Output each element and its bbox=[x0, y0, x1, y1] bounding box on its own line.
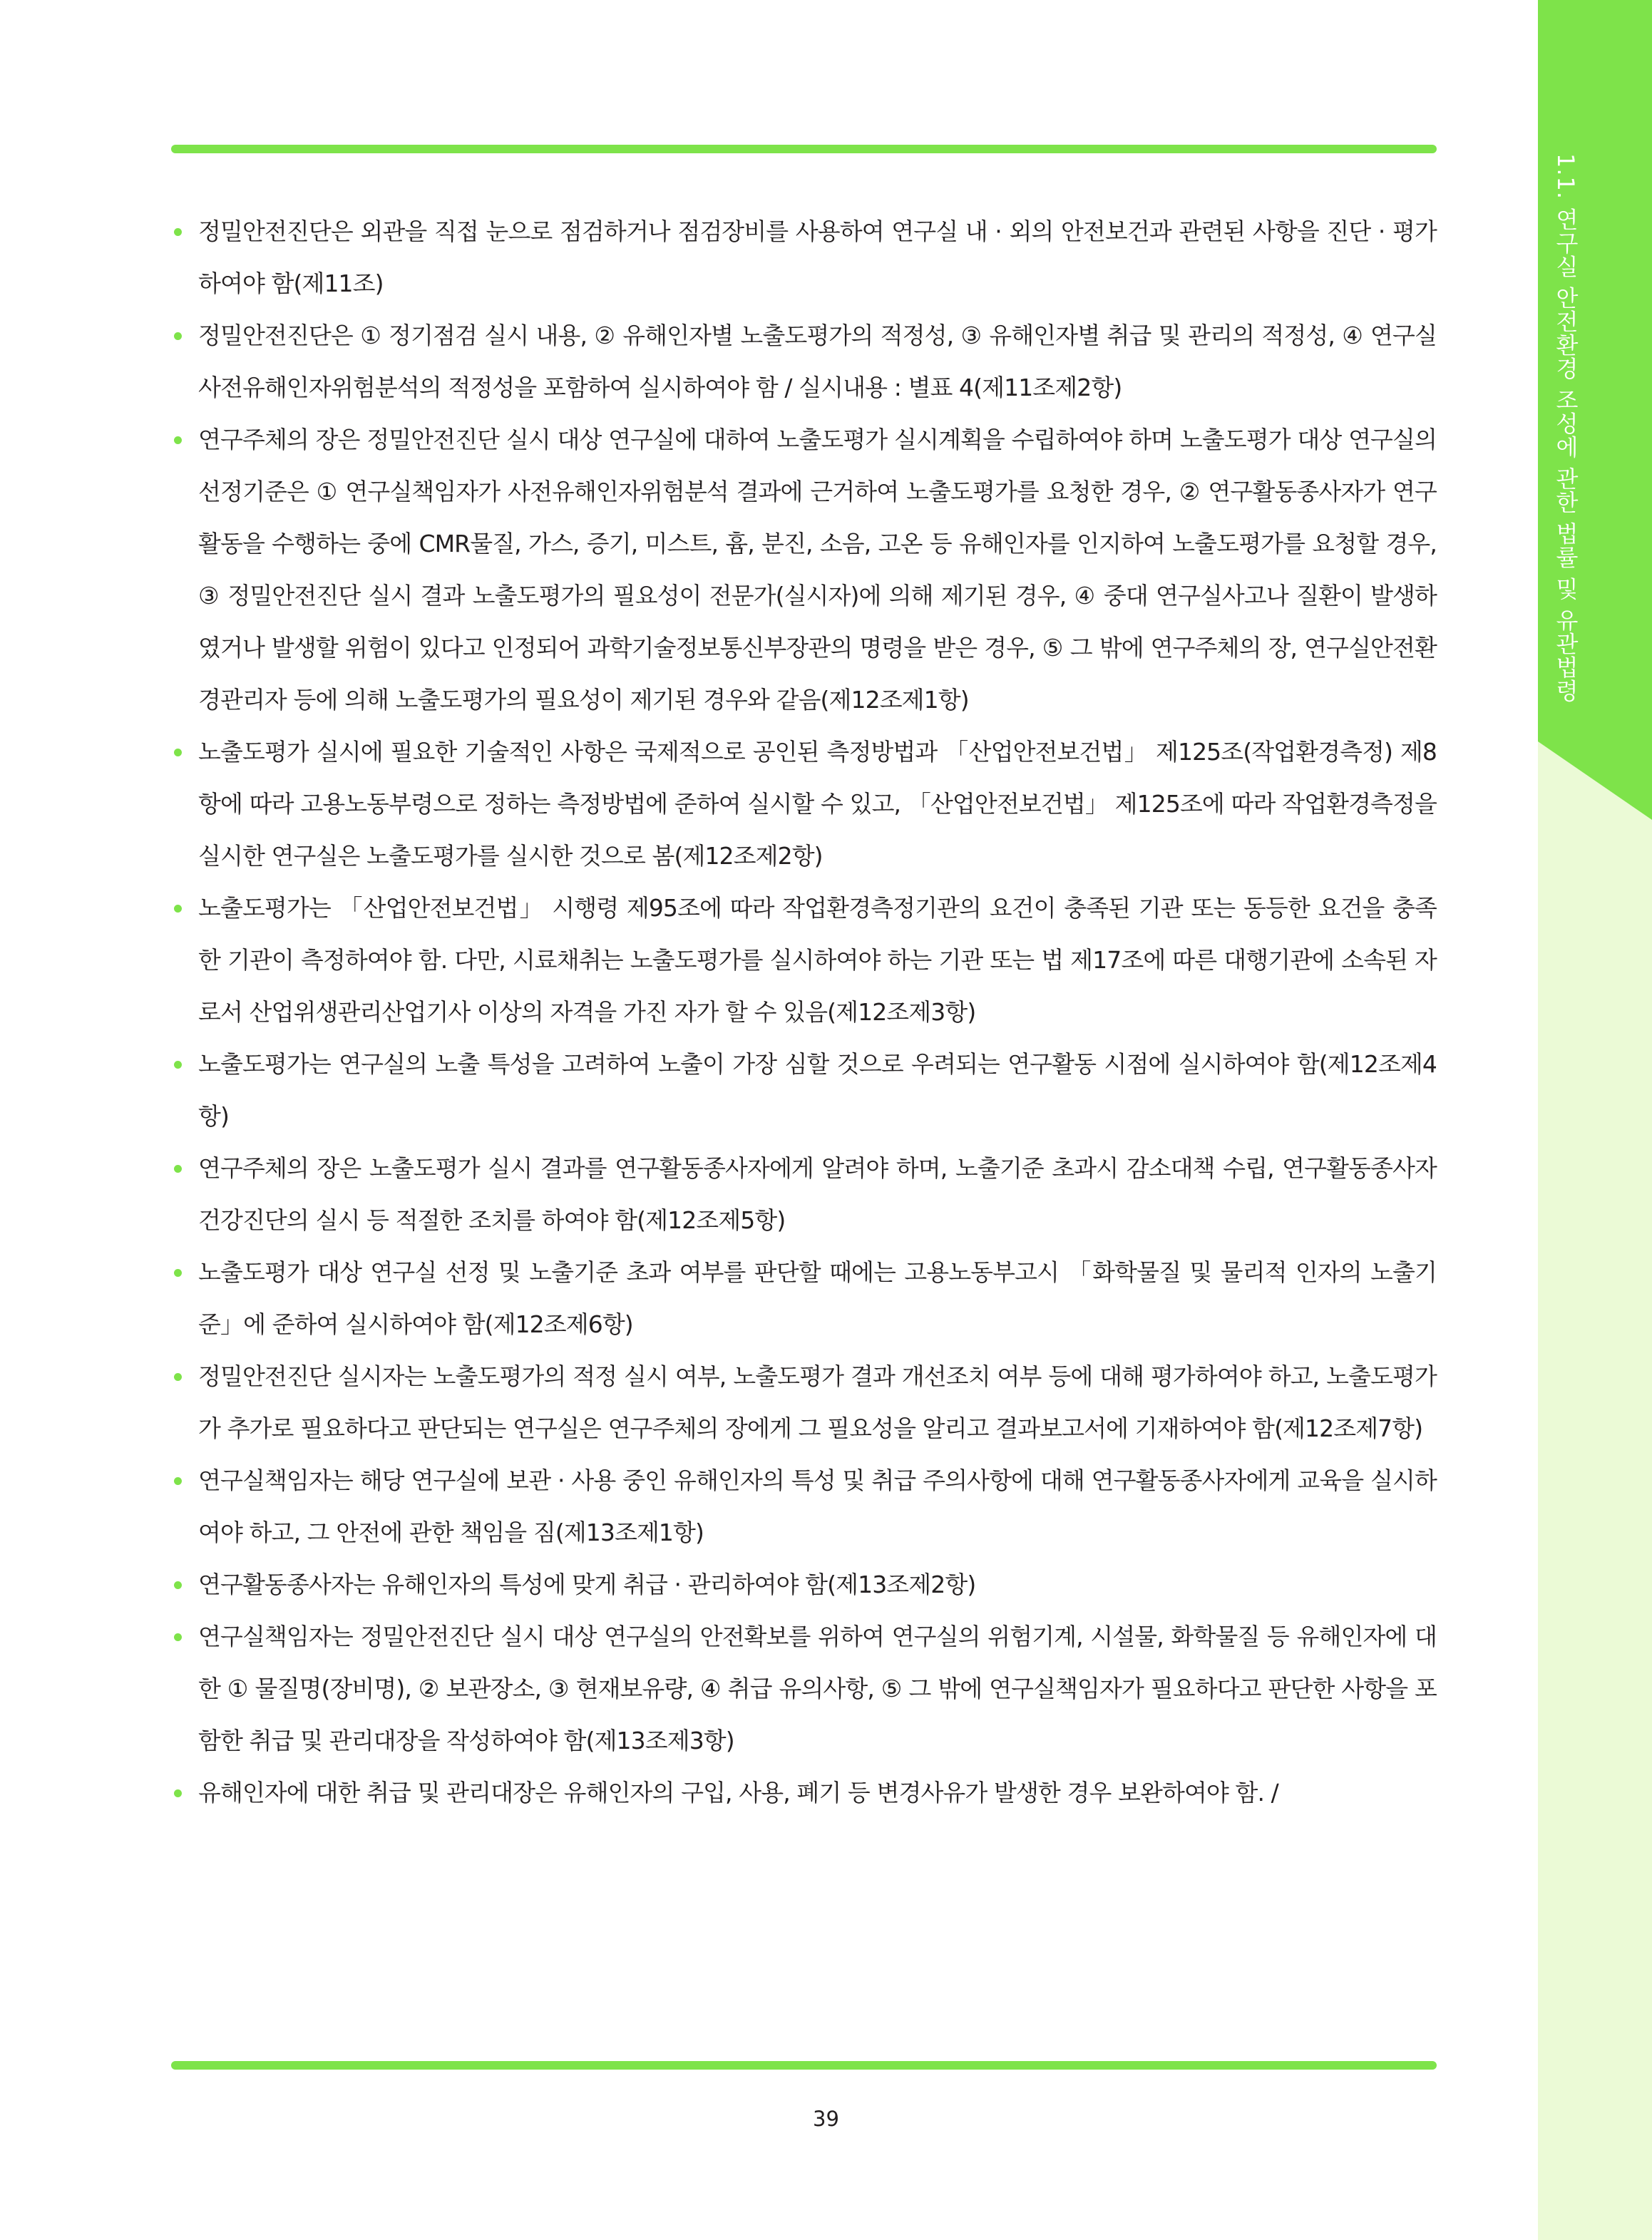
list-item bbox=[171, 1142, 1437, 1246]
list-item bbox=[171, 205, 1437, 309]
bullet-icon bbox=[174, 1633, 182, 1641]
list-item-text: 연구주체의 장은 정밀안전진단 실시 대상 연구실에 대하여 노출도평가 실시계획을 수립하여야 하며 노출도평가 대상 연구실의 선정기준은 ① 연구실책임자가 사전유해인자위험분석 결과에 근거하여 노출도평가를 요청한 경우, ② 연구활동종사자가 연구활동을 수행하는 중에 CMR물질, 가스, 증기, 미스트, 흄, 분진, 소음, 고온 등 유해인자를 인지하여 노출도평가를 요청할 경우, ③ 정밀안전진단 실시 결과 노출도평가의 필요성이 전문가(실시자)에 의해 제기된 경우, ④ 중대 연구실사고나 질환이 발생하였거나 발생할 위험이 있다고 인정되어 과학기술정보통신부장관의 명령을 받은 경우, ⑤ 그 밖에 연구주체의 장, 연구실안전환경관리자 등에 의해 노출도평가의 필요성이 제기된 경우와 같음(제12조제1항) bbox=[198, 426, 1437, 714]
side-tab-title: 1.1. 연구실 안전환경 조성에 관한 법률 및 유관법령 bbox=[1552, 153, 1579, 703]
list-item bbox=[171, 1610, 1437, 1767]
list-item bbox=[171, 1558, 1437, 1610]
page-number: 39 bbox=[813, 2107, 839, 2131]
list-item bbox=[171, 309, 1437, 413]
bullet-icon bbox=[174, 436, 182, 444]
bullet-icon bbox=[174, 1373, 182, 1381]
list-item bbox=[171, 1454, 1437, 1558]
bullet-icon bbox=[174, 905, 182, 913]
list-item bbox=[171, 1767, 1437, 1819]
main-content bbox=[171, 205, 1437, 1819]
list-item bbox=[171, 1038, 1437, 1142]
list-item-text: 연구실책임자는 해당 연구실에 보관 · 사용 중인 유해인자의 특성 및 취급 주의사항에 대해 연구활동종사자에게 교육을 실시하여야 하고, 그 안전에 관한 책임을 짐(제13조제1항) bbox=[198, 1466, 1437, 1546]
bullet-icon bbox=[174, 1581, 182, 1589]
list-item bbox=[171, 726, 1437, 882]
list-item bbox=[171, 1246, 1437, 1350]
list-item bbox=[171, 882, 1437, 1038]
list-item bbox=[171, 1350, 1437, 1454]
list-item-text: 노출도평가 실시에 필요한 기술적인 사항은 국제적으로 공인된 측정방법과 「산업안전보건법」 제125조(작업환경측정) 제8항에 따라 고용노동부령으로 정하는 측정방법에 준하여 실시할 수 있고, 「산업안전보건법」 제125조에 따라 작업환경측정을 실시한 연구실은 노출도평가를 실시한 것으로 봄(제12조제2항) bbox=[198, 738, 1437, 870]
list-item bbox=[171, 413, 1437, 726]
bullet-icon bbox=[174, 1061, 182, 1069]
list-item-text: 정밀안전진단 실시자는 노출도평가의 적정 실시 여부, 노출도평가 결과 개선조치 여부 등에 대해 평가하여야 하고, 노출도평가가 추가로 필요하다고 판단되는 연구실은 연구주체의 장에게 그 필요성을 알리고 결과보고서에 기재하여야 함(제12조제7항) bbox=[198, 1362, 1437, 1442]
bullet-icon bbox=[174, 228, 182, 236]
list-item-text: 노출도평가는 연구실의 노출 특성을 고려하여 노출이 가장 심할 것으로 우려되는 연구활동 시점에 실시하여야 함(제12조제4항) bbox=[198, 1050, 1437, 1130]
bullet-icon bbox=[174, 749, 182, 756]
top-divider bbox=[171, 145, 1437, 153]
list-item-text: 정밀안전진단은 외관을 직접 눈으로 점검하거나 점검장비를 사용하여 연구실 내 · 외의 안전보건과 관련된 사항을 진단 · 평가 하여야 함(제11조) bbox=[198, 217, 1437, 297]
list-item-text: 연구실책임자는 정밀안전진단 실시 대상 연구실의 안전확보를 위하여 연구실의 위험기계, 시설물, 화학물질 등 유해인자에 대한 ① 물질명(장비명), ② 보관장소, ③ 현재보유량, ④ 취급 유의사항, ⑤ 그 밖에 연구실책임자가 필요하다고 판단한 사항을 포함한 취급 및 관리대장을 작성하여야 함(제13조제3항) bbox=[198, 1623, 1437, 1755]
list-item-text: 노출도평가는 「산업안전보건법」 시행령 제95조에 따라 작업환경측정기관의 요건이 충족된 기관 또는 동등한 요건을 충족한 기관이 측정하여야 함. 다만, 시료채취는 노출도평가를 실시하여야 하는 기관 또는 법 제17조에 따른 대행기관에 소속된 자로서 산업위생관리산업기사 이상의 자격을 가진 자가 할 수 있음(제12조제3항) bbox=[198, 894, 1437, 1026]
list-item-text: 정밀안전진단은 ① 정기점검 실시 내용, ② 유해인자별 노출도평가의 적정성, ③ 유해인자별 취급 및 관리의 적정성, ④ 연구실 사전유해인자위험분석의 적정성을 포함하여 실시하여야 함 / 실시내용 : 별표 4(제11조제2항) bbox=[198, 322, 1437, 401]
list-item-text: 연구활동종사자는 유해인자의 특성에 맞게 취급 · 관리하여야 함(제13조제2항) bbox=[198, 1571, 976, 1598]
list-item-text: 노출도평가 대상 연구실 선정 및 노출기준 초과 여부를 판단할 때에는 고용노동부고시 「화학물질 및 물리적 인자의 노출기준」에 준하여 실시하여야 함(제12조제6항) bbox=[198, 1258, 1437, 1338]
bullet-icon bbox=[174, 1477, 182, 1485]
bullet-icon bbox=[174, 332, 182, 340]
list-item-text: 유해인자에 대한 취급 및 관리대장은 유해인자의 구입, 사용, 폐기 등 변경사유가 발생한 경우 보완하여야 함. / bbox=[198, 1779, 1278, 1807]
side-tab bbox=[1538, 0, 1652, 2240]
bottom-divider bbox=[171, 2061, 1437, 2070]
bullet-icon bbox=[174, 1789, 182, 1797]
bullet-icon bbox=[174, 1269, 182, 1277]
bullet-icon bbox=[174, 1165, 182, 1173]
side-tab-header bbox=[1538, 0, 1652, 820]
list-item-text: 연구주체의 장은 노출도평가 실시 결과를 연구활동종사자에게 알려야 하며, 노출기준 초과시 감소대책 수립, 연구활동종사자 건강진단의 실시 등 적절한 조치를 하여야 함(제12조제5항) bbox=[198, 1154, 1437, 1234]
